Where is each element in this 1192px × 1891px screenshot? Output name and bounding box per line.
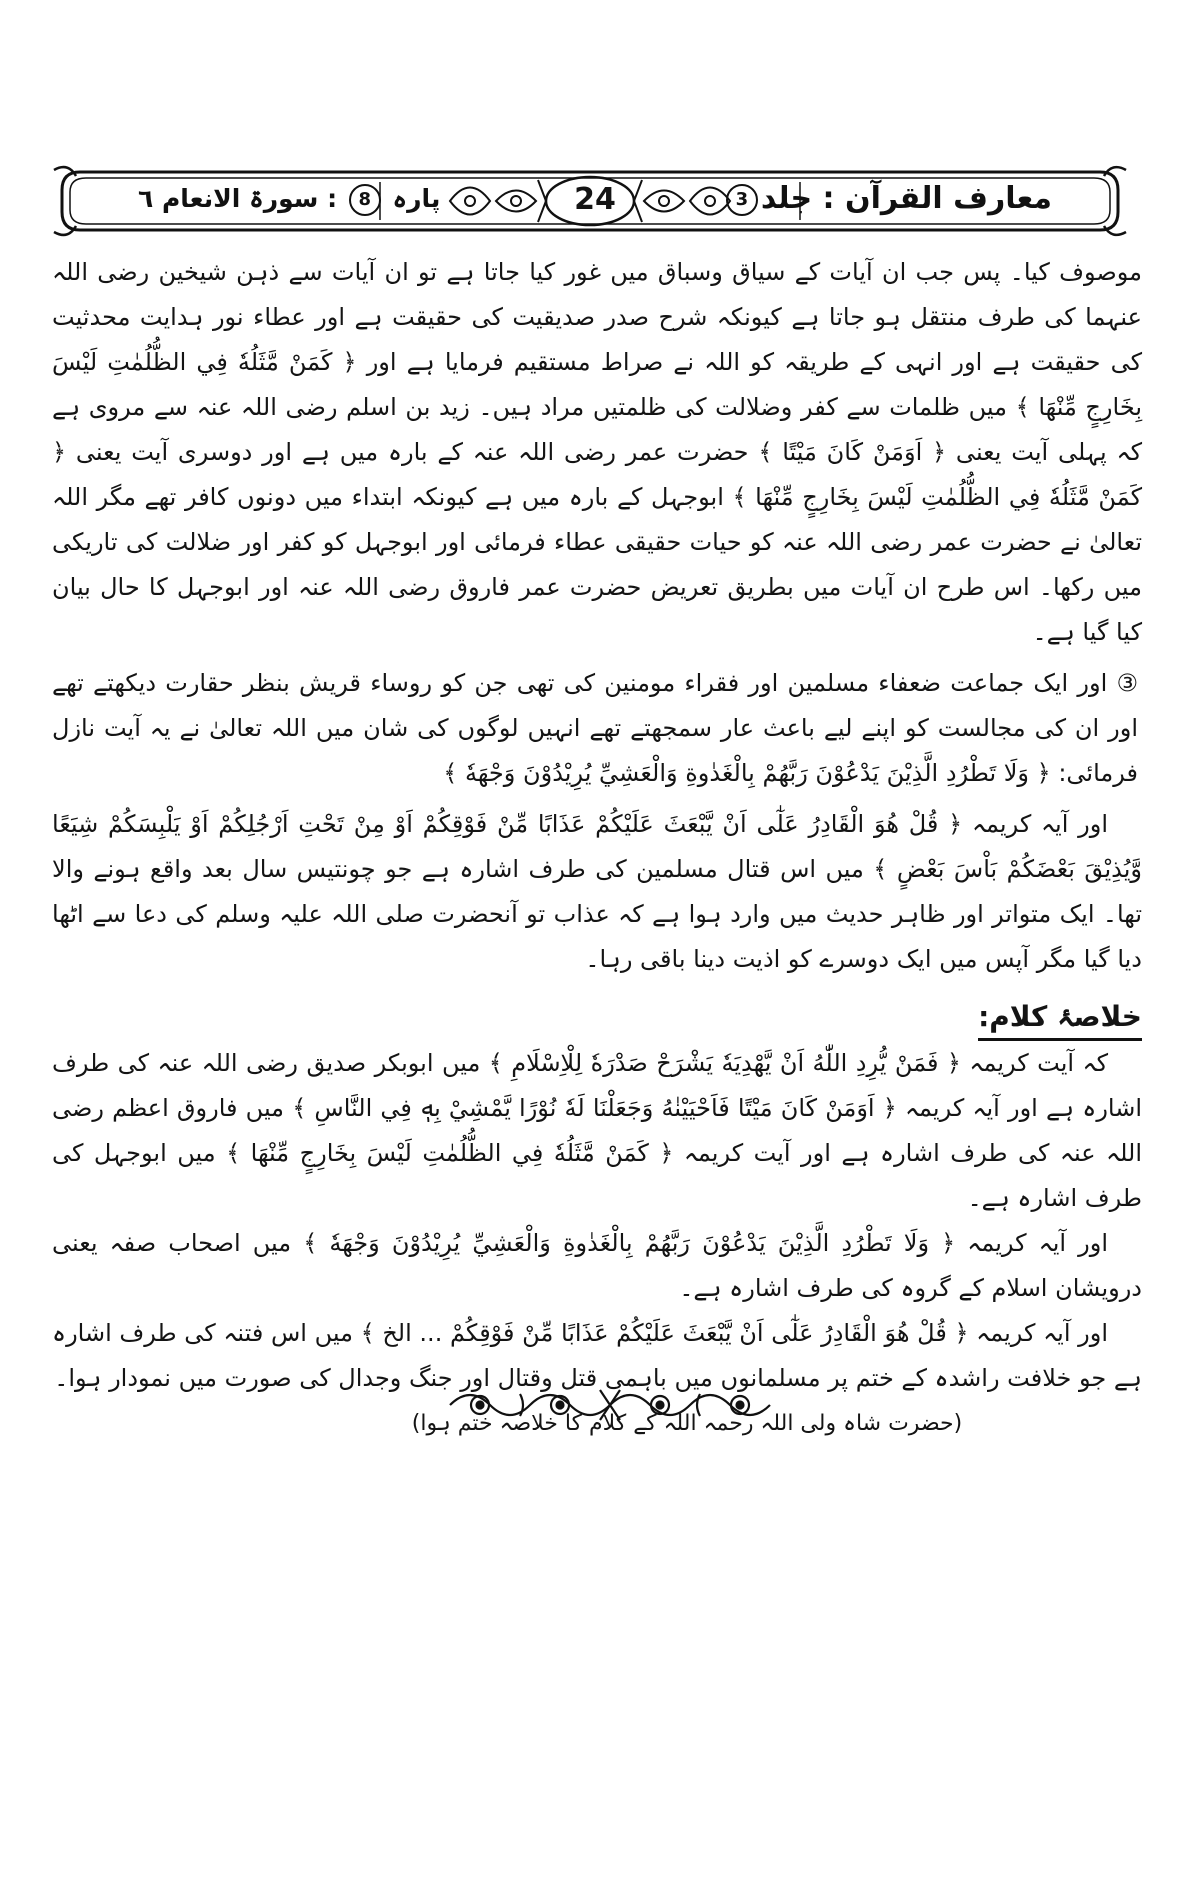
summary-heading: خلاصۂ کلام: <box>978 996 1142 1041</box>
summary-paragraph-3: اور آیہ کریمہ ﴿ قُلْ هُوَ الْقَادِرُ عَلٰٓى اَنْ يَّبْعَثَ عَلَيْكُمْ عَذَابًا مِّنْ فَوْقِكُمْ ... الخ ﴾ میں اس فتنہ کی طرف اشارہ ہے جو خلافت راشدہ کے ختم پر مسلمانوں میں باہمی قتل وقتال اور جنگ وجدال کی صورت میں نمودار ہوا۔ <box>52 1319 1142 1392</box>
closing-note: (حضرت شاہ ولی اللہ رحمہ اللہ کے کلام کا خلاصہ ختم ہوا) <box>411 1411 963 1436</box>
header-ornament-left <box>450 180 546 222</box>
paragraph-2: ③ اور ایک جماعت ضعفاء مسلمین اور فقراء مومنین کی تھی جن کو روساء قریش بنظر حقارت دیکھتے تھے اور ان کی مجالست کو اپنے لیے باعث عار سمجھتے تھے انہیں لوگوں کی شان میں اللہ تعالیٰ نے یہ آیت نازل فرمائی: ﴿ وَلَا تَطْرُدِ الَّذِيْنَ يَدْعُوْنَ رَبَّهُمْ بِالْغَدٰوةِ وَالْعَشِيِّ يُرِيْدُوْنَ وَجْهَهٗ ﴾ <box>52 669 1138 787</box>
summary-paragraph-2: اور آیہ کریمہ ﴿ وَلَا تَطْرُدِ الَّذِيْنَ يَدْعُوْنَ رَبَّهُمْ بِالْغَدٰوةِ وَالْعَشِيِّ يُرِيْدُوْنَ وَجْهَهٗ ﴾ میں اصحاب صفہ یعنی درویشان اسلام کے گروہ کی طرف اشارہ ہے۔ <box>52 1229 1142 1302</box>
section-reference <box>138 176 440 222</box>
para-label: پارہ <box>392 184 441 213</box>
header-ornament-right <box>634 180 730 222</box>
volume-number: 3 <box>726 184 758 216</box>
para-number: 8 <box>349 184 381 216</box>
page-body <box>52 250 1142 1446</box>
book-title-text: معارف القرآن : جلد <box>760 181 1052 216</box>
page-number: 24 <box>574 182 616 217</box>
book-title <box>723 176 1052 222</box>
paragraph-1: موصوف کیا۔ پس جب ان آیات کے سیاق وسباق میں غور کیا جاتا ہے تو ان آیات سے ذہن شیخین رضی اللہ عنہما کی طرف منتقل ہو جاتا ہے کیونکہ شرح صدر صدیقیت کی حقیقت ہے اور عطاء نور ہدایت محدثیت کی حقیقت ہے اور انہی کے طریقہ کو اللہ نے صراط مستقیم فرمایا ہے اور ﴿ كَمَنْ مَّثَلُهٗ فِي الظُّلُمٰتِ لَيْسَ بِخَارِجٍ مِّنْهَا ﴾ میں ظلمات سے کفر وضلالت کی ظلمتیں مراد ہیں۔ زید بن اسلم رضی اللہ عنہ سے مروی ہے کہ پہلی آیت یعنی ﴿ اَوَمَنْ كَانَ مَيْتًا ﴾ حضرت عمر رضی اللہ عنہ کے بارہ میں ہے اور دوسری آیت یعنی ﴿ كَمَنْ مَّثَلُهٗ فِي الظُّلُمٰتِ لَيْسَ بِخَارِجٍ مِّنْهَا ﴾ ابوجہل کے بارہ میں ہے کیونکہ ابتداء میں دونوں کافر تھے مگر اللہ تعالیٰ نے حضرت عمر رضی اللہ عنہ کو حیات حقیقی عطاء فرمائی اور ابوجہل کو کفر اور ضلالت کی تاریکی میں رکھا۔ اس طرح ان آیات میں بطریق تعریض حضرت عمر فاروق رضی اللہ عنہ اور ابوجہل کا حال بیان کیا گیا ہے۔ <box>52 258 1142 646</box>
summary-paragraph-1: کہ آیت کریمہ ﴿ فَمَنْ يُّرِدِ اللّٰهُ اَنْ يَّهْدِيَهٗ يَشْرَحْ صَدْرَهٗ لِلْاِسْلَامِ ﴾ میں ابوبکر صدیق رضی اللہ عنہ کی طرف اشارہ ہے اور آیہ کریمہ ﴿ اَوَمَنْ كَانَ مَيْتًا فَاَحْيَيْنٰهُ وَجَعَلْنَا لَهٗ نُوْرًا يَّمْشِيْ بِهٖ فِي النَّاسِ ﴾ میں فاروق اعظم رضی اللہ عنہ کی طرف اشارہ ہے اور آیت کریمہ ﴿ كَمَنْ مَّثَلُهٗ فِي الظُّلُمٰتِ لَيْسَ بِخَارِجٍ مِّنْهَا ﴾ میں ابوجہل کی طرف اشارہ ہے۔ <box>52 1049 1142 1212</box>
floral-divider-icon <box>440 1380 780 1430</box>
surah-name: : سورۃ الانعام ٦ <box>138 184 338 213</box>
paragraph-3: اور آیہ کریمہ ﴿ قُلْ هُوَ الْقَادِرُ عَلٰٓى اَنْ يَّبْعَثَ عَلَيْكُمْ عَذَابًا مِّنْ فَوْقِكُمْ اَوْ مِنْ تَحْتِ اَرْجُلِكُمْ اَوْ يَلْبِسَكُمْ شِيَعًا وَّيُذِيْقَ بَعْضَكُمْ بَاْسَ بَعْضٍ ﴾ میں اس قتال مسلمین کی طرف اشارہ ہے جو چونتیس سال بعد واقع ہونے والا تھا۔ ایک متواتر اور ظاہر حدیث میں وارد ہوا ہے کہ عذاب تو آنحضرت صلی اللہ علیہ وسلم کی دعا سے اٹھا دیا گیا مگر آپس میں ایک دوسرے کو اذیت دینا باقی رہا۔ <box>52 810 1142 973</box>
page-header <box>50 160 1130 240</box>
